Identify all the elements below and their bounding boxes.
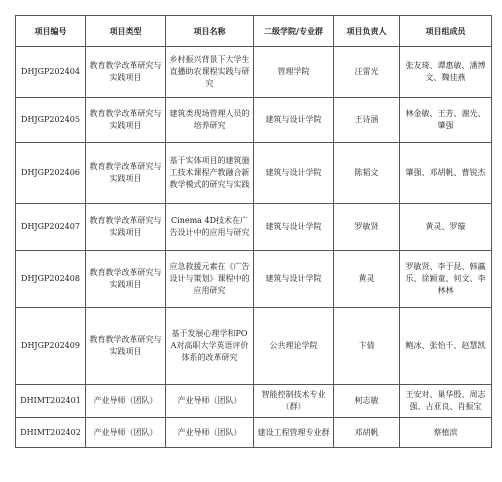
cell-members: 王安对、巢华殷、周志强、占亚良、肖振宝 <box>400 385 492 418</box>
table-row <box>16 385 492 418</box>
cell-members: 林金敏、王芳、谢光、肇强 <box>400 98 492 143</box>
cell-leader: 王诗涵 <box>334 98 400 143</box>
header-project-id: 项目编号 <box>16 16 86 47</box>
cell-college: 管理学院 <box>254 47 334 98</box>
cell-project-type: 教育教学改革研究与实践项目 <box>86 204 166 251</box>
table-row <box>16 251 492 308</box>
cell-project-name: 基于实体项目的建筑施工技术课程产教融合新教学模式的研究与实践 <box>166 143 254 204</box>
header-members: 项目组成员 <box>400 16 492 47</box>
cell-project-name: Cinema 4D技术在广告设计中的应用与研究 <box>166 204 254 251</box>
cell-college: 建设工程管理专业群 <box>254 418 334 448</box>
header-college: 二级学院/专业群 <box>254 16 334 47</box>
cell-project-name: 产业导师（团队） <box>166 418 254 448</box>
cell-project-id: DHJGP202404 <box>16 47 86 98</box>
cell-project-id: DHIMT202401 <box>16 385 86 418</box>
cell-project-type: 产业导师（团队） <box>86 385 166 418</box>
cell-project-type: 教育教学改革研究与实践项目 <box>86 251 166 308</box>
cell-college: 建筑与设计学院 <box>254 98 334 143</box>
cell-project-type: 教育教学改革研究与实践项目 <box>86 143 166 204</box>
cell-project-id: DHJGP202409 <box>16 308 86 385</box>
cell-members: 罗敏贤、李于昆、韩瀛乐、徐颖童、何文、李林林 <box>400 251 492 308</box>
project-table <box>15 15 492 448</box>
cell-members: 蔡植滨 <box>400 418 492 448</box>
cell-leader: 陈韬文 <box>334 143 400 204</box>
cell-leader: 汪雷光 <box>334 47 400 98</box>
cell-college: 公共理论学院 <box>254 308 334 385</box>
cell-college: 智能控制技术专业（群） <box>254 385 334 418</box>
table-row <box>16 418 492 448</box>
table-row <box>16 143 492 204</box>
cell-college: 建筑与设计学院 <box>254 143 334 204</box>
cell-leader: 卞倩 <box>334 308 400 385</box>
cell-leader: 柯志敏 <box>334 385 400 418</box>
cell-members: 黄灵、罗璇 <box>400 204 492 251</box>
table-row <box>16 204 492 251</box>
cell-project-name: 乡村振兴背景下大学生直播助农课程实践与研究 <box>166 47 254 98</box>
table-row <box>16 98 492 143</box>
cell-project-name: 产业导师（团队） <box>166 385 254 418</box>
cell-project-type: 教育教学改革研究与实践项目 <box>86 308 166 385</box>
cell-members: 鲍冰、张怡千、赵慧凯 <box>400 308 492 385</box>
cell-project-id: DHJGP202405 <box>16 98 86 143</box>
cell-project-name: 应急救援元素在《广告设计与策划》课程中的应用研究 <box>166 251 254 308</box>
cell-leader: 邓胡帆 <box>334 418 400 448</box>
header-project-name: 项目名称 <box>166 16 254 47</box>
table-row <box>16 47 492 98</box>
cell-leader: 黄灵 <box>334 251 400 308</box>
cell-project-id: DHJGP202407 <box>16 204 86 251</box>
cell-project-id: DHIMT202402 <box>16 418 86 448</box>
cell-project-type: 教育教学改革研究与实践项目 <box>86 47 166 98</box>
table-header-row <box>16 16 492 47</box>
cell-project-name: 建筑类现场管理人员的培养研究 <box>166 98 254 143</box>
table-row <box>16 308 492 385</box>
cell-project-type: 教育教学改革研究与实践项目 <box>86 98 166 143</box>
cell-project-type: 产业导师（团队） <box>86 418 166 448</box>
cell-leader: 罗敏贤 <box>334 204 400 251</box>
cell-project-id: DHJGP202408 <box>16 251 86 308</box>
cell-college: 建筑与设计学院 <box>254 251 334 308</box>
cell-college: 建筑与设计学院 <box>254 204 334 251</box>
cell-project-id: DHJGP202406 <box>16 143 86 204</box>
cell-members: 肇强、邓胡帆、曹锐杰 <box>400 143 492 204</box>
cell-members: 张友琦、谭惠敏、潘博文、魏佳燕 <box>400 47 492 98</box>
cell-project-name: 基于发展心理学和POA对高职大学英语评价体系的改革研究 <box>166 308 254 385</box>
header-leader: 项目负责人 <box>334 16 400 47</box>
header-project-type: 项目类型 <box>86 16 166 47</box>
